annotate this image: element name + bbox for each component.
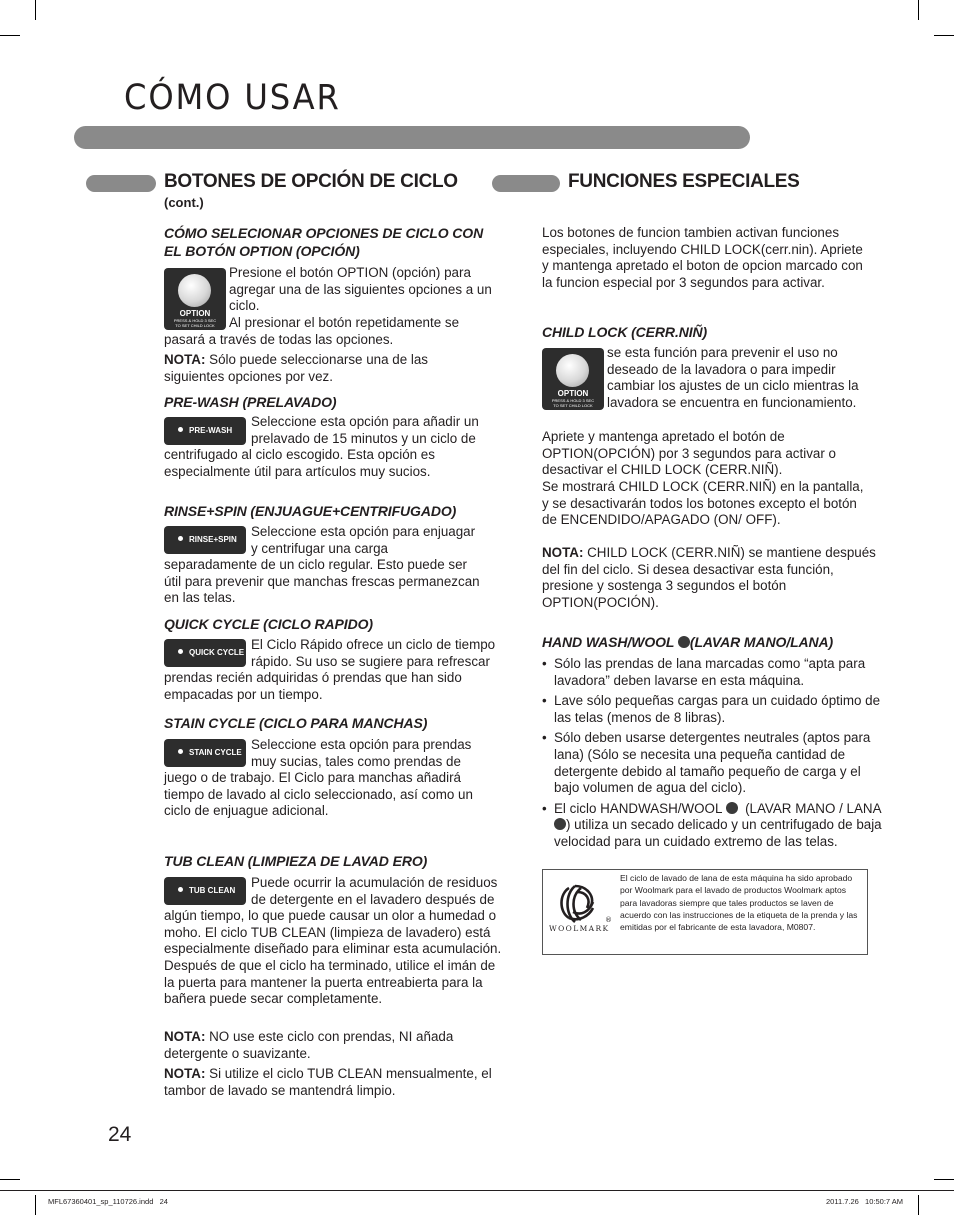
- spacer: [164, 524, 251, 557]
- footer-right: 2011.7.26 10:50:7 AM: [826, 1197, 904, 1206]
- woolmark-reg: ®: [605, 916, 612, 924]
- spacer: [164, 737, 251, 770]
- note2-text: NO use este ciclo con prendas, NI añada detergente o suavizante.: [164, 1029, 454, 1061]
- option-small-1: PRESS & HOLD 3 SEC: [173, 318, 217, 323]
- childlock-option-button-image: [542, 348, 604, 410]
- option-button-image: [164, 268, 226, 330]
- note3-text: Si utilize el ciclo TUB CLEAN mensualmente, el tambor de lavado se mantendrá limpio.: [164, 1066, 492, 1098]
- list-item: [542, 801, 887, 851]
- staincycle-button-label: STAIN CYCLE: [189, 748, 242, 757]
- childlock-text-2: Apriete y mantenga apretado el botón de OPTION(OPCIÓN) por 3 segundos para activar o desactivar el CHILD LOCK (CERR.NIÑ).: [542, 429, 836, 478]
- prewash-text: [164, 414, 484, 480]
- spacer: [164, 414, 251, 447]
- wool-icon: [554, 818, 566, 830]
- bullet4-b: (LAVAR MANO / LANA: [745, 800, 881, 816]
- prewash-text-content: Seleccione esta opción para añadir un prelavado de 15 minutos y un ciclo de centrifugado al ciclo escogido. Esta opción es especialmente útil para artículos muy sucios.: [164, 414, 479, 479]
- handwash-sub-1: HAND WASH/WOOL: [542, 634, 675, 650]
- crop-mark: [0, 35, 20, 36]
- quickcycle-subheading: QUICK CYCLE (CICLO RAPIDO): [164, 616, 373, 632]
- crop-mark: [0, 1179, 20, 1180]
- childlock-note-label: NOTA:: [542, 545, 584, 560]
- quickcycle-text: [164, 637, 498, 703]
- crop-mark: [934, 1179, 954, 1180]
- page-number: 24: [108, 1123, 132, 1146]
- note-2: [164, 1029, 494, 1062]
- intro-subheading: CÓMO SELECIONAR OPCIONES DE CICLO CON EL BOTÓN OPTION (OPCIÓN): [164, 225, 484, 259]
- note-3: [164, 1066, 509, 1099]
- option-button-small-text: [164, 319, 226, 328]
- handwash-subheading: [542, 633, 833, 651]
- childlock-note: [542, 545, 877, 611]
- tubclean-button-label: TUB CLEAN: [189, 886, 236, 895]
- rinsespin-text: [164, 524, 484, 607]
- option-button-label: OPTION: [179, 309, 211, 318]
- option-button-circle: [556, 354, 589, 387]
- intro-text-1: Presione el botón OPTION (opción) para agregar una de las siguientes opciones a un ciclo.: [229, 265, 492, 314]
- crop-mark: [934, 35, 954, 36]
- woolmark-logo-icon: [555, 882, 611, 930]
- left-heading-cont: (cont.): [164, 195, 204, 210]
- wool-icon: [726, 802, 738, 814]
- note2-label: NOTA:: [164, 1029, 206, 1044]
- option-small-2: TO SET CHILD LOCK: [175, 322, 215, 328]
- wool-icon: [678, 636, 690, 648]
- quickcycle-button-label: QUICK CYCLE: [189, 648, 245, 657]
- intro-text-2-cont: pasará a través de todas las opciones.: [164, 332, 394, 347]
- staincycle-subheading: STAIN CYCLE (CICLO PARA MANCHAS): [164, 715, 428, 731]
- quickcycle-text-content: El Ciclo Rápido ofrece un ciclo de tiempo rápido. Su uso se sugiere para refrescar prendas recién adquiridas ó prendas que han sido empacadas por un tiempo.: [164, 637, 496, 702]
- staincycle-text-content: Seleccione esta opción para prendas muy sucias, tales como prendas de juego o de trabajo. El Ciclo para manchas añadirá tiempo de lavado al ciclo seleccionado, así como un ciclo de enjuague adicional.: [164, 737, 473, 819]
- crop-mark: [918, 1195, 919, 1215]
- option-button-small-text: [542, 399, 604, 408]
- right-heading: FUNCIONES ESPECIALES: [568, 171, 800, 192]
- spacer: [164, 637, 251, 670]
- left-heading: BOTONES DE OPCIÓN DE CICLO: [164, 171, 458, 192]
- staincycle-text: [164, 737, 474, 820]
- handwash-sub-2: (LAVAR MANO/LANA): [689, 634, 834, 650]
- intro-text-2-part: Al presionar el botón repetidamente se: [229, 315, 460, 330]
- childlock-text-1: se esta función para prevenir el uso no deseado de la lavadora o para impedir cambiar los ajustes de un ciclo mientras la lavadora se encuentra en funcionamiento.: [607, 345, 859, 410]
- option-button-circle: [178, 274, 211, 307]
- section-pill: [492, 175, 560, 192]
- note-text: Sólo puede seleccionarse una de las siguientes opciones por vez.: [164, 352, 429, 384]
- rinsespin-button-label: RINSE+SPIN: [189, 535, 237, 544]
- crop-mark: [918, 0, 919, 20]
- woolmark-logo-text: WOOLMARK: [549, 924, 610, 933]
- note-label: NOTA:: [164, 352, 206, 367]
- list-item: • Sólo deben usarse detergentes neutrales (aptos para lana) (Sólo se necesita una pequeña cantidad de detergente debido al tamaño pequeño de carga y el bajo volumen de agua del ciclo).: [542, 730, 887, 796]
- tubclean-subheading: TUB CLEAN (LIMPIEZA DE LAVAD ERO): [164, 853, 428, 869]
- option-button-label: OPTION: [557, 389, 589, 398]
- special-intro: Los botones de funcion tambien activan funciones especiales, incluyendo CHILD LOCK(cerr.nin). Apriete y mantenga apretado el boton de opcion marcado con la funcion especial por 3 segundos para activar.: [542, 225, 863, 290]
- note-1: [164, 352, 484, 385]
- section-pill: [86, 175, 156, 192]
- option-small-1: PRESS & HOLD 3 SEC: [551, 398, 595, 403]
- woolmark-text: El ciclo de lavado de lana de esta máquina ha sido aprobado por Woolmark para el lavado de productos Woolmark aptos para lavadoras siempre que tales productos se laven de acuerdo con las instrucciones de la etiqueta de la prenda y las emitidas por el fabricante de esta lavadora, M0807.: [620, 873, 858, 933]
- handwash-bullets: [542, 656, 887, 855]
- option-small-2: TO SET CHILD LOCK: [553, 402, 593, 408]
- prewash-subheading: PRE-WASH (PRELAVADO): [164, 394, 337, 410]
- rinsespin-subheading: RINSE+SPIN (ENJUAGUE+CENTRIFUGADO): [164, 503, 457, 519]
- bullet4-c: ) utiliza un secado delicado y un centrifugado de baja velocidad para un cuidado extremo de las telas.: [554, 817, 882, 849]
- rinsespin-text-content: Seleccione esta opción para enjuagar y centrifugar una carga separadamente de un ciclo regular. Esto puede ser útil para prevenir que manchas frescas permanezcan en las telas.: [164, 524, 480, 606]
- tubclean-text-content: Puede ocurrir la acumulación de residuos de detergente en el lavadero después de algún tiempo, lo que puede causar un olor a humedad o moho. El ciclo TUB CLEAN (limpieza de lavadero) está especialmente diseñado para eliminar esta acumulación. Después de que el ciclo ha terminado, utilice el imán de la puerta para mantener la puerta entreabierta para la bañera puede secar completamente.: [164, 875, 502, 1007]
- footer-rule: [0, 1190, 954, 1191]
- crop-mark: [35, 0, 36, 20]
- childlock-note-text: CHILD LOCK (CERR.NIÑ) se mantiene después del fin del ciclo. Si desea desactivar esta función, presione y sostenga 3 segundos el botón OPTION(POCIÓN).: [542, 545, 876, 610]
- list-item: • Sólo las prendas de lana marcadas como “apta para lavadora” deben lavarse en esta máquina.: [542, 656, 887, 689]
- tubclean-text: [164, 875, 504, 1008]
- woolmark-box: [542, 869, 868, 955]
- note3-label: NOTA:: [164, 1066, 206, 1081]
- page-title: CÓMO USAR: [124, 78, 341, 118]
- bullet4-a: El ciclo HANDWASH/WOOL: [554, 800, 722, 816]
- crop-mark: [35, 1195, 36, 1215]
- title-bar: [74, 126, 750, 149]
- footer-left: MFL67360401_sp_110726.indd 24: [48, 1197, 168, 1206]
- prewash-button-label: PRE-WASH: [189, 426, 233, 435]
- childlock-text-3: Se mostrará CHILD LOCK (CERR.NIÑ) en la pantalla, y se desactivarán todos los botones excepto el botón de ENCENDIDO/APAGADO (ON/ OFF).: [542, 479, 864, 528]
- spacer: [164, 875, 251, 908]
- childlock-subheading: CHILD LOCK (CERR.NIÑ): [542, 324, 708, 340]
- list-item: • Lave sólo pequeñas cargas para un cuidado óptimo de las telas (menos de 8 libras).: [542, 693, 887, 726]
